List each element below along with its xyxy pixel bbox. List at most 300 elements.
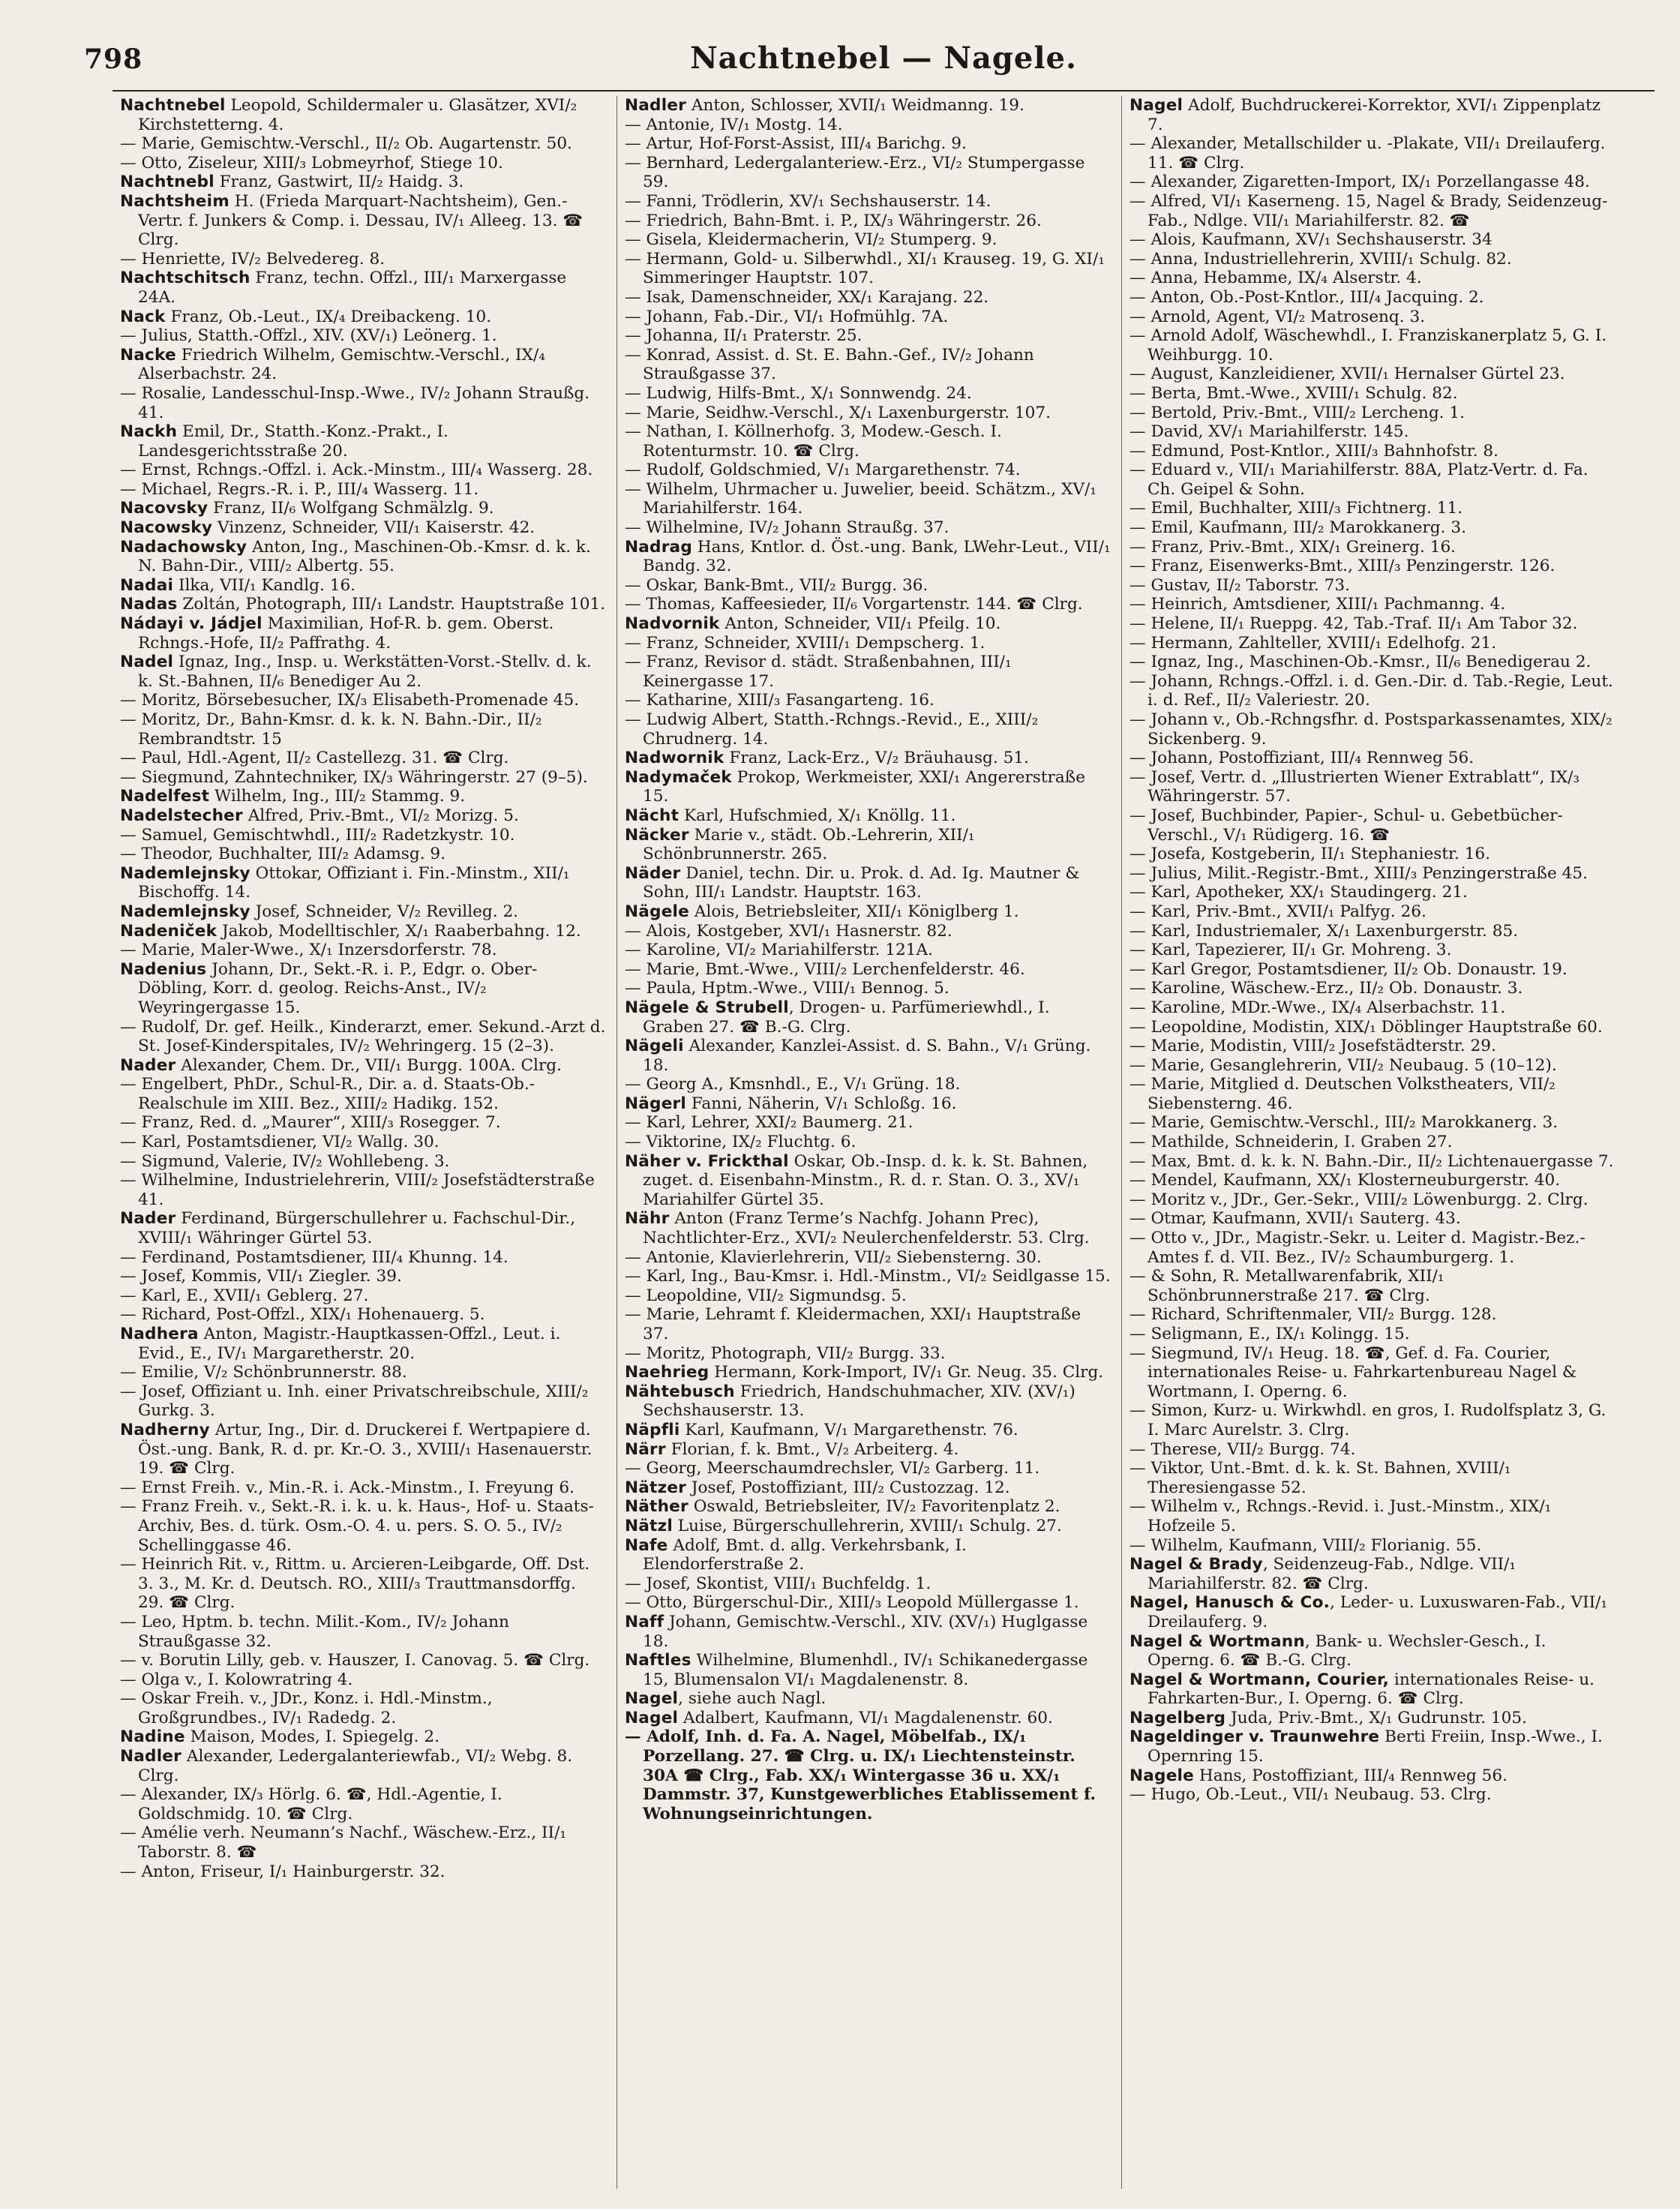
- entry-details: — Konrad, Assist. d. St. E. Bahn.-Gef., IV/₂ Johann Straußgasse 37.: [625, 345, 1034, 384]
- directory-entry: [120, 1497, 606, 1555]
- entry-details: — Johann, Rchngs.-Offzl. i. d. Gen.-Dir. d. Tab.-Regie, Leut. i. d. Ref., II/₂ Valeriestr. 20.: [1130, 671, 1613, 710]
- entry-surname: Nackh: [120, 422, 178, 442]
- entry-details: — Anton, Friseur, I/₁ Hainburgerstr. 32.: [120, 1862, 446, 1881]
- entry-details: Anton, Schneider, VII/₁ Pfeilg. 10.: [719, 614, 1001, 634]
- entry-details: — Josef, Buchbinder, Papier-, Schul- u. Gebetbücher-Verschl., V/₁ Rüdigerg. 16. ☎: [1130, 806, 1563, 845]
- entry-details: — David, XV/₁ Mariahilferstr. 145.: [1130, 422, 1409, 442]
- directory-entry: [1130, 1209, 1616, 1229]
- directory-entry: [1130, 442, 1616, 461]
- entry-surname: Närr: [625, 1439, 666, 1459]
- entry-details: — Sigmund, Valerie, IV/₂ Wohllebeng. 3.: [120, 1151, 450, 1171]
- entry-details: — Oskar, Bank-Bmt., VII/₂ Burgg. 36.: [625, 575, 928, 595]
- directory-entry: [625, 998, 1111, 1037]
- entry-surname: Nachtschitsch: [120, 269, 250, 288]
- directory-entry: [1130, 499, 1616, 518]
- entry-details: Oskar, Ob.-Insp. d. k. k. St. Bahnen, zuget. d. Eisenbahn-Minstm., R. d. r. Stan. O. 3., XV/₁ Mariahilfer Gürtel 35.: [643, 1151, 1088, 1209]
- entry-details: — Julius, Statth.-Offzl., XIV. (XV/₁) Leönerg. 1.: [120, 326, 497, 346]
- entry-details: Fanni, Näherin, V/₁ Schloßg. 16.: [686, 1094, 957, 1113]
- running-head: Nachtnebel — Nagele.: [690, 41, 1077, 76]
- directory-entry: [1130, 1037, 1616, 1056]
- directory-entry: [625, 806, 1111, 826]
- entry-details: — Wilhelmine, Industrielehrerin, VIII/₂ Josefstädterstraße 41.: [120, 1171, 595, 1209]
- entry-surname: Naff: [625, 1612, 664, 1631]
- entry-details: — Johann v., Ob.-Rchngsfhr. d. Postsparkassenamtes, XIX/₂ Sickenberg. 9.: [1130, 710, 1612, 749]
- directory-entry: [1130, 768, 1616, 806]
- entry-details: — Alexander, Zigaretten-Import, IX/₁ Porzellangasse 48.: [1130, 173, 1590, 192]
- entry-details: Anton, Ing., Maschinen-Ob.-Kmsr. d. k. k. N. Bahn-Dir., VIII/₂ Albertg. 55.: [138, 537, 591, 576]
- entry-surname: Näcker: [625, 825, 689, 845]
- directory-entry: [120, 845, 606, 864]
- directory-entry: [625, 1286, 1111, 1306]
- entry-details: — Amélie verh. Neumann’s Nachf., Wäschew.-Erz., II/₁ Taborstr. 8. ☎: [120, 1823, 567, 1862]
- directory-entry: [120, 1689, 606, 1727]
- directory-entry: [120, 538, 606, 576]
- entry-surname: Nadherny: [120, 1420, 210, 1439]
- directory-entry: [625, 134, 1111, 154]
- entry-details: — Karl, Postamtsdiener, VI/₂ Wallg. 30.: [120, 1133, 440, 1152]
- directory-entry: [120, 1018, 606, 1056]
- entry-details: — Franz, Revisor d. städt. Straßenbahnen, III/₁ Keinergasse 17.: [625, 653, 1012, 691]
- entry-details: — Anna, Industriellehrerin, XVIII/₁ Schulg. 82.: [1130, 249, 1512, 269]
- entry-surname: Nagel, Hanusch & Co.: [1130, 1593, 1330, 1613]
- directory-entry: [120, 1133, 606, 1152]
- directory-entry: [120, 922, 606, 941]
- entry-details: Franz, Gastwirt, II/₂ Haidg. 3.: [214, 173, 464, 192]
- entry-details: — Moritz, Dr., Bahn-Kmsr. d. k. k. N. Bahn.-Dir., II/₂ Rembrandtstr. 15: [120, 710, 542, 749]
- entry-surname: Nacovsky: [120, 499, 208, 518]
- entry-details: — Marie, Gesanglehrerin, VII/₂ Neubaug. 5 (10–12).: [1130, 1055, 1557, 1075]
- directory-entry: [1130, 1344, 1616, 1402]
- entry-details: — Seligmann, E., IX/₁ Kolingg. 15.: [1130, 1325, 1410, 1343]
- directory-entry: [1130, 941, 1616, 960]
- directory-entry: [120, 1286, 606, 1306]
- entry-surname: Nadhera: [120, 1325, 199, 1343]
- directory-entry: [625, 1613, 1111, 1651]
- directory-entry: [625, 1209, 1111, 1247]
- entry-details: — Alexander, Metallschilder u. -Plakate, VII/₁ Dreilauferg. 11. ☎ Clrg.: [1130, 134, 1606, 173]
- directory-entry: [1130, 902, 1616, 922]
- directory-entry: [625, 1459, 1111, 1478]
- entry-details: Leopold, Schildermaler u. Glasätzer, XVI/₂ Kirchstetterng. 4.: [138, 96, 578, 134]
- entry-surname: Nageldinger v. Traunwehre: [1130, 1727, 1380, 1747]
- entry-details: Adalbert, Kaufmann, VI/₁ Magdalenenstr. 60.: [678, 1708, 1053, 1727]
- entry-details: — Ludwig Albert, Statth.-Rchngs.-Revid., E., XIII/₂ Chrudnerg. 14.: [625, 710, 1039, 749]
- directory-entry: [1130, 1670, 1616, 1709]
- directory-entry: [120, 250, 606, 269]
- directory-entry: [625, 634, 1111, 653]
- entry-details: — Eduard v., VII/₁ Mariahilferstr. 88A, Platz-Vertr. d. Fa. Ch. Geipel & Sohn.: [1130, 461, 1588, 499]
- directory-entry: [120, 269, 606, 307]
- entry-details: — Hugo, Ob.-Leut., VII/₁ Neubaug. 53. Clrg.: [1130, 1785, 1492, 1805]
- entry-details: — Georg A., Kmsnhdl., E., V/₁ Grüng. 18.: [625, 1075, 961, 1094]
- entry-surname: Nadine: [120, 1727, 185, 1747]
- entry-surname: Nagelberg: [1130, 1708, 1226, 1727]
- entry-details: — Arnold Adolf, Wäschewhdl., I. Franziskanerplatz 5, G. I. Weihburgg. 10.: [1130, 326, 1607, 365]
- entry-details: — Friedrich, Bahn-Bmt. i. P., IX/₃ Währingerstr. 26.: [625, 211, 1042, 230]
- entry-surname: Nächt: [625, 806, 680, 825]
- entry-surname: Nader: [120, 1209, 176, 1229]
- entry-surname: Nätzl: [625, 1516, 673, 1535]
- entry-surname: Nägeli: [625, 1037, 684, 1056]
- entry-details: — Karoline, Wäschew.-Erz., II/₂ Ob. Donaustr. 3.: [1130, 979, 1523, 998]
- directory-entry: [625, 1382, 1111, 1421]
- entry-details: — Otto, Ziseleur, XIII/₃ Lobmeyrhof, Stiege 10.: [120, 153, 503, 173]
- entry-details: — Berta, Bmt.-Wwe., XVIII/₁ Schulg. 82.: [1130, 383, 1458, 403]
- directory-entry: [120, 902, 606, 922]
- directory-entry: [120, 1823, 606, 1862]
- directory-entry: [1130, 461, 1616, 499]
- directory-entry: [1130, 1727, 1616, 1766]
- directory-entry: [625, 1075, 1111, 1094]
- directory-entry: [625, 826, 1111, 864]
- directory-entry: [1130, 404, 1616, 423]
- directory-entry: [1130, 653, 1616, 672]
- directory-entry: [120, 1670, 606, 1690]
- entry-details: — Moritz, Börsebesucher, IX/₃ Elisabeth-Promenade 45.: [120, 691, 580, 710]
- entry-surname: Nagel: [625, 1708, 679, 1727]
- directory-entry: [625, 346, 1111, 384]
- entry-details: — Karoline, VI/₂ Mariahilferstr. 121A.: [625, 941, 933, 960]
- directory-entry: [1130, 269, 1616, 288]
- directory-entry: [1130, 1401, 1616, 1439]
- entry-details: Hans, Postoffiziant, III/₄ Rennweg 56.: [1194, 1766, 1508, 1785]
- entry-details: — Wilhelm, Kaufmann, VIII/₂ Florianig. 55.: [1130, 1535, 1482, 1555]
- directory-entry: [1130, 250, 1616, 269]
- directory-entry: [1130, 365, 1616, 384]
- entry-details: — Bernhard, Ledergalanteriew.-Erz., VI/₂ Stumpergasse 59.: [625, 153, 1085, 192]
- entry-details: — Rosalie, Landesschul-Insp.-Wwe., IV/₂ Johann Straußg. 41.: [120, 383, 590, 422]
- entry-details: Friedrich, Handschuhmacher, XIV. (XV/₁) Sechshauserstr. 13.: [643, 1382, 1076, 1421]
- directory-entry: [120, 1747, 606, 1785]
- entry-details: — Karoline, MDr.-Wwe., IX/₄ Alserbachstr. 11.: [1130, 998, 1506, 1017]
- entry-details: Ottokar, Offiziant i. Fin.-Minstm., XII/₁ Bischoffg. 14.: [138, 863, 570, 902]
- entry-details: — Josef, Skontist, VIII/₁ Buchfeldg. 1.: [625, 1574, 932, 1593]
- directory-entry: [625, 979, 1111, 998]
- entry-details: Ferdinand, Bürgerschullehrer u. Fachschul-Dir., XVIII/₁ Währinger Gürtel 53.: [138, 1209, 576, 1248]
- directory-entry: [625, 288, 1111, 308]
- entry-surname: Nadel: [120, 653, 174, 672]
- entry-details: — Therese, VII/₂ Burgg. 74.: [1130, 1439, 1356, 1459]
- entry-surname: Näpfli: [625, 1420, 680, 1439]
- directory-entry: [625, 1113, 1111, 1133]
- entry-surname: Nagele: [1130, 1766, 1194, 1785]
- entry-surname: Nagel & Brady: [1130, 1555, 1263, 1574]
- entry-surname: Nadachowsky: [120, 537, 248, 557]
- directory-entry: [120, 710, 606, 749]
- directory-entry: [1130, 979, 1616, 998]
- directory-entry: [625, 1651, 1111, 1689]
- directory-entry: [1130, 1171, 1616, 1190]
- directory-entry: [1130, 634, 1616, 653]
- directory-entry: [1130, 230, 1616, 250]
- directory-entry: [625, 308, 1111, 327]
- entry-surname: Nadymaček: [625, 767, 732, 787]
- directory-entry: [1130, 922, 1616, 941]
- directory-entry: [1130, 288, 1616, 308]
- entry-details: — Wilhelmine, IV/₂ Johann Straußg. 37.: [625, 518, 950, 538]
- directory-entry: [625, 1363, 1111, 1382]
- column-right: [1122, 96, 1627, 2189]
- entry-details: — Rudolf, Dr. gef. Heilk., Kinderarzt, emer. Sekund.-Arzt d. St. Josef-Kinderspitales, IV/₂ Wehringerg. 15 (2–3).: [120, 1017, 606, 1056]
- entry-details: — Karl, Ing., Bau-Kmsr. i. Hdl.-Minstm., VI/₂ Seidlgasse 15.: [625, 1267, 1111, 1286]
- directory-entry: [625, 422, 1111, 461]
- directory-entry: [1130, 960, 1616, 980]
- entry-details: Vinzenz, Schneider, VII/₁ Kaiserstr. 42.: [212, 518, 536, 538]
- directory-entry: [1130, 1113, 1616, 1133]
- directory-entry: [625, 749, 1111, 768]
- entry-details: — Mathilde, Schneiderin, I. Graben 27.: [1130, 1133, 1453, 1152]
- entry-details: — Fanni, Trödlerin, XV/₁ Sechshauserstr. 14.: [625, 191, 992, 211]
- entry-details: — v. Borutin Lilly, geb. v. Hauszer, I. Canovag. 5. ☎ Clrg.: [120, 1651, 590, 1670]
- entry-details: — Katharine, XIII/₃ Fasangarteng. 16.: [625, 691, 934, 710]
- entry-surname: Nack: [120, 307, 166, 326]
- entry-surname: Nägele: [625, 902, 689, 921]
- entry-details: — Max, Bmt. d. k. k. N. Bahn.-Dir., II/₂ Lichtenauergasse 7.: [1130, 1151, 1614, 1171]
- entry-details: Prokop, Werkmeister, XXI/₁ Angererstraße 15.: [643, 767, 1085, 806]
- entry-details: — Heinrich, Amtsdiener, XIII/₁ Pachmanng. 4.: [1130, 595, 1506, 614]
- directory-entry: [120, 1785, 606, 1823]
- entry-details: Franz, Ob.-Leut., IX/₄ Dreibackeng. 10.: [165, 307, 492, 326]
- entry-details: — Arnold, Agent, VI/₂ Matrosenq. 3.: [1130, 307, 1426, 326]
- directory-entry: [120, 480, 606, 500]
- directory-entry: [625, 1421, 1111, 1440]
- entry-details: — Josef, Kommis, VII/₁ Ziegler. 39.: [120, 1267, 402, 1286]
- directory-entry: [120, 1171, 606, 1209]
- directory-entry: [1130, 173, 1616, 192]
- directory-entry: [625, 1536, 1111, 1574]
- directory-entry: [1130, 614, 1616, 634]
- directory-entry: [120, 308, 606, 327]
- directory-entry: [120, 326, 606, 346]
- directory-entry: [625, 1094, 1111, 1114]
- directory-entry: [120, 1555, 606, 1613]
- directory-entry: [625, 1478, 1111, 1498]
- directory-entry: [625, 1517, 1111, 1536]
- entry-details: — Richard, Schriftenmaler, VII/₂ Burgg. 128.: [1130, 1305, 1497, 1325]
- directory-entry: [1130, 1593, 1616, 1631]
- directory-entry: [1130, 1018, 1616, 1037]
- entry-details: Alexander, Chem. Dr., VII/₁ Burgg. 100A. Clrg.: [176, 1055, 562, 1075]
- entry-details: , Seidenzeug-Fab., Ndlge. VII/₁ Mariahilferstr. 82. ☎ Clrg.: [1148, 1555, 1516, 1593]
- directory-entry: [625, 518, 1111, 538]
- directory-entry: [120, 653, 606, 691]
- entry-details: — & Sohn, R. Metallwarenfabrik, XII/₁ Schönbrunnerstraße 217. ☎ Clrg.: [1130, 1267, 1444, 1305]
- entry-details: — Isak, Damenschneider, XX/₁ Karajang. 22.: [625, 287, 989, 307]
- directory-entry: [1130, 998, 1616, 1018]
- directory-entry: [1130, 1325, 1616, 1344]
- directory-entry: [625, 1593, 1111, 1613]
- directory-entry: [120, 1113, 606, 1133]
- directory-entry: [625, 922, 1111, 941]
- directory-entry: [120, 1727, 606, 1747]
- entry-surname: Nadeniček: [120, 921, 218, 941]
- entry-details: — Johann, Postoffiziant, III/₄ Rennweg 56.: [1130, 749, 1474, 768]
- directory-entry: [120, 518, 606, 538]
- entry-details: — Karl, Priv.-Bmt., XVII/₁ Palfyg. 26.: [1130, 902, 1426, 921]
- entry-details: — Johanna, II/₁ Praterstr. 25.: [625, 326, 862, 346]
- directory-entry: [120, 1421, 606, 1478]
- directory-entry: [120, 1248, 606, 1268]
- column-middle: [617, 96, 1122, 2189]
- entry-details: — Karl, Tapezierer, II/₁ Gr. Mohreng. 3.: [1130, 941, 1452, 960]
- directory-entry: [120, 864, 606, 902]
- directory-entry: [625, 1709, 1111, 1728]
- entry-surname: Nachtnebl: [120, 173, 214, 192]
- entry-details: — Paula, Hptm.-Wwe., VIII/₁ Bennog. 5.: [625, 979, 950, 998]
- entry-details: Maximilian, Hof-R. b. gem. Oberst. Rchngs.-Hofe, II/₂ Paffrathg. 4.: [138, 614, 554, 653]
- entry-surname: Nagel: [625, 1689, 679, 1709]
- entry-details: — Julius, Milit.-Registr.-Bmt., XIII/₃ Penzingerstraße 45.: [1130, 863, 1588, 883]
- directory-entry: [625, 691, 1111, 710]
- directory-entry: [120, 787, 606, 806]
- entry-surname: Nader: [120, 1055, 176, 1075]
- directory-entry: [120, 422, 606, 461]
- directory-entry: [625, 461, 1111, 480]
- directory-entry: [625, 1497, 1111, 1517]
- directory-entry: [625, 384, 1111, 404]
- directory-entry: [120, 1478, 606, 1498]
- entry-details: — Karl, E., XVII/₁ Geblerg. 27.: [120, 1286, 369, 1305]
- directory-entry: [1130, 1709, 1616, 1728]
- entry-details: Ignaz, Ing., Insp. u. Werkstätten-Vorst.-Stellv. d. k. k. St.-Bahnen, II/₆ Benediger Au 2.: [138, 653, 592, 691]
- entry-details: , Leder- u. Luxuswaren-Fab., VII/₁ Dreilauferg. 9.: [1148, 1593, 1608, 1631]
- entry-details: Franz, II/₆ Wolfgang Schmälzlg. 9.: [208, 499, 494, 518]
- directory-entry: [120, 749, 606, 768]
- directory-entry: [1130, 1075, 1616, 1113]
- directory-entry: [120, 134, 606, 154]
- entry-details: — Mendel, Kaufmann, XX/₁ Klosterneuburgerstr. 40.: [1130, 1171, 1561, 1190]
- entry-surname: Nadelfest: [120, 787, 210, 806]
- entry-details: — Franz, Eisenwerks-Bmt., XIII/₃ Penzingerstr. 126.: [1130, 557, 1556, 576]
- directory-entry: [1130, 1133, 1616, 1152]
- entry-details: — Theodor, Buchhalter, III/₂ Adamsg. 9.: [120, 845, 446, 864]
- entry-details: Josef, Postoffiziant, III/₂ Custozzag. 12.: [686, 1478, 1010, 1497]
- entry-surname: Nagel & Wortmann, Courier,: [1130, 1670, 1390, 1689]
- directory-entry: [120, 499, 606, 518]
- entry-details: — Alois, Kaufmann, XV/₁ Sechshauserstr. 34: [1130, 230, 1492, 250]
- entry-details: — Antonie, IV/₁ Mostg. 14.: [625, 115, 843, 134]
- directory-entry: [625, 538, 1111, 576]
- directory-entry: [1130, 1152, 1616, 1172]
- directory-entry: [625, 1727, 1111, 1823]
- directory-entry: [120, 1267, 606, 1286]
- directory-entry: [120, 1363, 606, 1382]
- entry-details: , Bank- u. Wechsler-Gesch., I. Operng. 6. ☎ B.-G. Clrg.: [1148, 1631, 1546, 1670]
- directory-entry: [1130, 1229, 1616, 1267]
- entry-details: — Anna, Hebamme, IX/₄ Alserstr. 4.: [1130, 269, 1422, 288]
- entry-details: — Henriette, IV/₂ Belvedereg. 8.: [120, 249, 386, 269]
- directory-entry: [625, 230, 1111, 250]
- entry-details: — Johann, Fab.-Dir., VI/₁ Hofmühlg. 7A.: [625, 307, 949, 326]
- directory-entry: [1130, 1555, 1616, 1593]
- directory-entry: [625, 1344, 1111, 1364]
- directory-entry: [1130, 518, 1616, 538]
- directory-entry: [625, 1305, 1111, 1343]
- entry-details: — Karl, Industriemaler, X/₁ Laxenburgerstr. 85.: [1130, 921, 1519, 941]
- entry-details: — Samuel, Gemischtwhdl., III/₂ Radetzkystr. 10.: [120, 825, 515, 845]
- directory-entry: [625, 1689, 1111, 1709]
- directory-entry: [1130, 845, 1616, 864]
- directory-entry: [625, 96, 1111, 116]
- directory-entry: [1130, 1766, 1616, 1786]
- directory-entry: [1130, 326, 1616, 365]
- entry-details: — Ernst, Rchngs.-Offzl. i. Ack.-Minstm., III/₄ Wasserg. 28.: [120, 461, 593, 480]
- entry-details: Adolf, Bmt. d. allg. Verkehrsbank, I. Elendorferstraße 2.: [643, 1535, 967, 1574]
- directory-entry: [625, 1133, 1111, 1152]
- entry-surname: Nademlejnsky: [120, 902, 250, 921]
- directory-entry: [1130, 1536, 1616, 1556]
- entry-details: Adolf, Buchdruckerei-Korrektor, XVI/₁ Zippenplatz 7.: [1148, 96, 1600, 134]
- entry-details: — Oskar Freih. v., JDr., Konz. i. Hdl.-Minstm., Großgrundbes., IV/₁ Radedg. 2.: [120, 1689, 493, 1727]
- directory-entry: [625, 1267, 1111, 1286]
- directory-entry: [625, 212, 1111, 231]
- entry-details: — Leopoldine, VII/₂ Sigmundsg. 5.: [625, 1286, 907, 1305]
- entry-details: Daniel, techn. Dir. u. Prok. d. Ad. Ig. Mautner & Sohn, III/₁ Landstr. Hauptstr. 163.: [643, 863, 1080, 902]
- entry-details: Anton, Magistr.-Hauptkassen-Offzl., Leut. i. Evid., E., IV/₁ Margaretherstr. 20.: [138, 1325, 561, 1363]
- directory-entry: [1130, 134, 1616, 173]
- entry-details: Luise, Bürgerschullehrerin, XVIII/₁ Schulg. 27.: [672, 1516, 1062, 1535]
- entry-details: Artur, Ing., Dir. d. Druckerei f. Wertpapiere d. Öst.-ung. Bank, R. d. pr. Kr.-O. 3., XVIII/₁ Hasenauerstr. 19. ☎ Clrg.: [138, 1420, 592, 1478]
- entry-details: Emil, Dr., Statth.-Konz.-Prakt., I. Landesgerichtsstraße 20.: [138, 422, 448, 461]
- directory-entry: [1130, 538, 1616, 557]
- entry-details: Josef, Schneider, V/₂ Revilleg. 2.: [250, 902, 519, 921]
- entry-details: Berti Freiin, Insp.-Wwe., I. Opernring 15.: [1148, 1727, 1603, 1766]
- entry-columns: [112, 96, 1654, 2189]
- entry-details: Franz, techn. Offzl., III/₁ Marxergasse 24A.: [138, 269, 567, 307]
- entry-details: — Gustav, II/₂ Taborstr. 73.: [1130, 575, 1350, 595]
- entry-surname: Nádayi v. Jádjel: [120, 614, 262, 634]
- directory-entry: [120, 1382, 606, 1421]
- entry-details: — Rudolf, Goldschmied, V/₁ Margarethenstr. 74.: [625, 461, 1021, 480]
- entry-surname: Nadenius: [120, 959, 207, 979]
- entry-details: — Edmund, Post-Kntlor., XIII/₃ Bahnhofstr. 8.: [1130, 441, 1499, 461]
- directory-entry: [1130, 1632, 1616, 1670]
- directory-entry: [1130, 806, 1616, 845]
- entry-details: Wilhelm, Ing., III/₂ Stammg. 9.: [209, 787, 466, 806]
- entry-details: — Bertold, Priv.-Bmt., VIII/₂ Lercheng. 1.: [1130, 403, 1465, 422]
- entry-details: — Franz, Schneider, XVIII/₁ Dempscherg. 1.: [625, 633, 986, 653]
- directory-entry: [625, 576, 1111, 596]
- directory-entry: [120, 96, 606, 134]
- entry-details: — Ludwig, Hilfs-Bmt., X/₁ Sonnwendg. 24.: [625, 383, 972, 403]
- directory-entry: [120, 1325, 606, 1363]
- entry-surname: Nafe: [625, 1535, 668, 1555]
- entry-details: Friedrich Wilhelm, Gemischtw.-Verschl., IX/₄ Alserbachstr. 24.: [138, 345, 545, 384]
- directory-entry: [625, 192, 1111, 212]
- entry-surname: Naftles: [625, 1651, 692, 1670]
- entry-details: — Marie, Mitglied d. Deutschen Volkstheaters, VII/₂ Siebensterng. 46.: [1130, 1075, 1556, 1113]
- entry-details: — Leo, Hptm. b. techn. Milit.-Kom., IV/₂ Johann Straußgasse 32.: [120, 1612, 509, 1651]
- entry-details: internationales Reise- u. Fahrkarten-Bur., I. Operng. 6. ☎ Clrg.: [1148, 1670, 1595, 1709]
- entry-details: — Emil, Buchhalter, XIII/₃ Fichtnerg. 11.: [1130, 499, 1463, 518]
- entry-details: — Otmar, Kaufmann, XVII/₁ Sauterg. 43.: [1130, 1209, 1461, 1229]
- directory-entry: [120, 576, 606, 596]
- entry-details: — Marie, Gemischtw.-Verschl., III/₂ Marokkanerg. 3.: [1130, 1113, 1558, 1133]
- entry-surname: Naehrieg: [625, 1363, 710, 1382]
- entry-surname: Nadvornik: [625, 614, 720, 634]
- entry-details: — Viktorine, IX/₂ Fluchtg. 6.: [625, 1133, 856, 1152]
- entry-surname: Nadai: [120, 575, 174, 595]
- entry-details: , Drogen- u. Parfümeriewhdl., I. Graben 27. ☎ B.-G. Clrg.: [643, 998, 1050, 1037]
- directory-entry: [625, 404, 1111, 423]
- entry-details: — Marie, Gemischtw.-Verschl., II/₂ Ob. Augartenstr. 50.: [120, 134, 572, 154]
- directory-entry: [120, 614, 606, 653]
- entry-details: — Marie, Lehramt f. Kleidermachen, XXI/₁ Hauptstraße 37.: [625, 1305, 1082, 1343]
- entry-details: — Josefa, Kostgeberin, II/₁ Stephaniestr. 16.: [1130, 845, 1491, 864]
- directory-entry: [120, 1075, 606, 1113]
- entry-surname: Nadler: [625, 96, 686, 115]
- entry-details: — Alois, Kostgeber, XVI/₁ Hasnerstr. 82.: [625, 921, 952, 941]
